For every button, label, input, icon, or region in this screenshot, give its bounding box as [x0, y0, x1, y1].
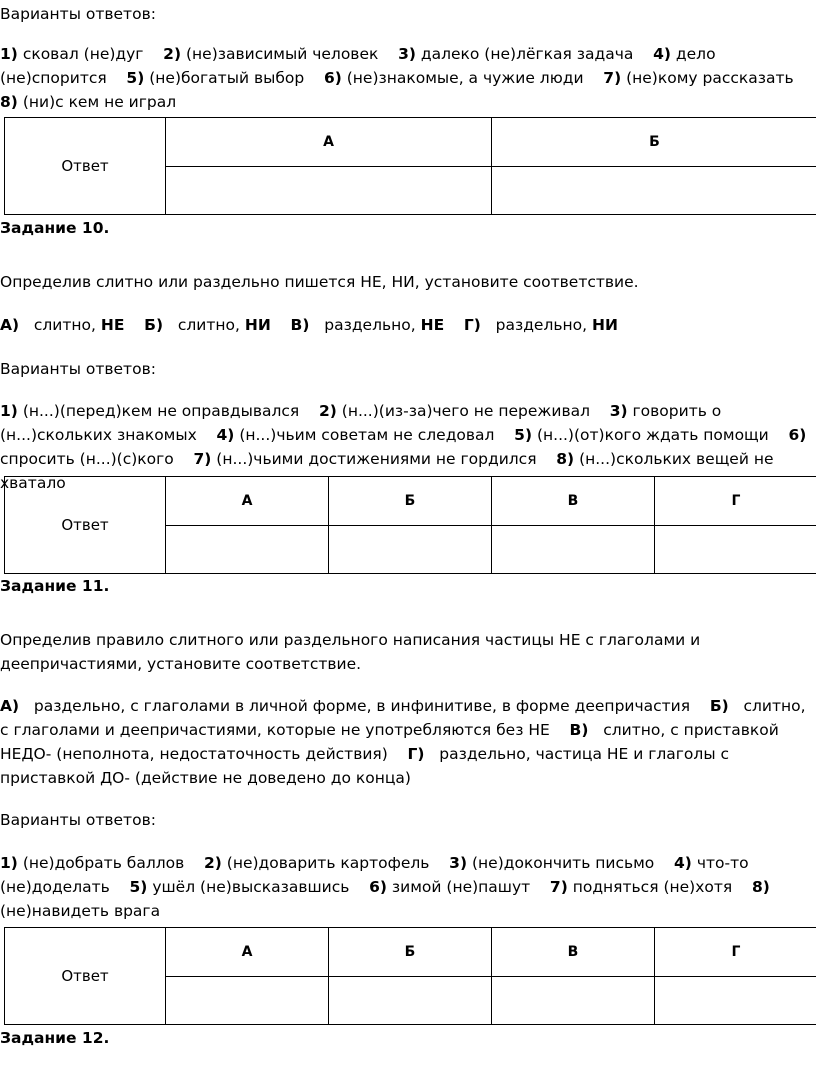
column-header: А: [166, 477, 329, 526]
option: 1) сковал (не)дуг: [0, 45, 144, 63]
rules-list: [0, 694, 816, 790]
option: 7) (не)кому рассказать: [603, 69, 794, 87]
option: 5) ушёл (не)высказавшись: [129, 878, 350, 896]
answer-cell[interactable]: [329, 525, 492, 574]
option: 7) (н...)чьими достижениями не гордился: [193, 450, 537, 468]
option: 4) (н...)чьим советам не следовал: [216, 426, 495, 444]
column-header: В: [492, 928, 655, 977]
task-instruction: Определив правило слитного или раздельного написания частицы НЕ с глаголами и деепричастиями, установите соответствие.: [0, 631, 701, 673]
option: 5) (не)богатый выбор: [126, 69, 305, 87]
option: 4) дело (не)спорится: [0, 45, 716, 87]
column-header: Г: [655, 477, 816, 526]
answer-cell[interactable]: [492, 166, 816, 215]
rule: Г) раздельно, частица НЕ и глаголы с приставкой ДО- (действие не доведено до конца): [0, 745, 730, 787]
rule: А) слитно, НЕ: [0, 316, 125, 334]
rule: Б) слитно, с глаголами и деепричастиями, которые не употребляются без НЕ: [0, 697, 806, 739]
option: 1) (н...)(перед)кем не оправдывался: [0, 402, 300, 420]
option: 2) (не)доварить картофель: [203, 854, 430, 872]
answer-label: Ответ: [5, 928, 166, 1025]
rules-list: [0, 313, 816, 337]
answer-cell[interactable]: [166, 525, 329, 574]
option: 4) что-то (не)доделать: [0, 854, 749, 896]
answer-cell[interactable]: [655, 525, 816, 574]
answer-label: Ответ: [5, 477, 166, 574]
column-header: Б: [329, 928, 492, 977]
column-header: В: [492, 477, 655, 526]
option: 2) (н...)(из-за)чего не переживал: [318, 402, 590, 420]
option: 6) зимой (не)пашут: [369, 878, 531, 896]
answer-cell[interactable]: [655, 976, 816, 1025]
option: 8) (не)навидеть врага: [0, 878, 770, 920]
option: 7) подняться (не)хотя: [549, 878, 733, 896]
column-header: Б: [329, 477, 492, 526]
answer-table: [4, 117, 816, 215]
rule: А) раздельно, с глаголами в личной форме, в инфинитиве, в форме деепричастия: [0, 697, 691, 715]
option: 3) говорить о (н...)скольких знакомых: [0, 402, 722, 444]
column-header: Г: [655, 928, 816, 977]
variants-heading: Варианты ответов:: [0, 811, 156, 829]
option: 8) (ни)с кем не играл: [0, 93, 177, 111]
task-title: Задание 12.: [0, 1029, 110, 1047]
rule: В) раздельно, НЕ: [290, 316, 445, 334]
answer-table: [4, 476, 816, 574]
variants-heading: Варианты ответов:: [0, 5, 156, 23]
rule: Б) слитно, НИ: [144, 316, 271, 334]
variants-heading: Варианты ответов:: [0, 360, 156, 378]
answer-cell[interactable]: [492, 525, 655, 574]
variants-list: [0, 851, 816, 923]
option: 3) далеко (не)лёгкая задача: [398, 45, 634, 63]
variants-list: [0, 42, 816, 114]
answer-table: [4, 927, 816, 1025]
answer-label: Ответ: [5, 118, 166, 215]
option: 6) (не)знакомые, а чужие люди: [323, 69, 584, 87]
answer-cell[interactable]: [166, 166, 492, 215]
column-header: Б: [492, 118, 816, 167]
option: 8) (н...)скольких вещей не хватало: [0, 450, 774, 492]
option: 5) (н...)(от)кого ждать помощи: [514, 426, 769, 444]
task-instruction: Определив слитно или раздельно пишется НЕ, НИ, установите соответствие.: [0, 273, 639, 291]
option: 1) (не)добрать баллов: [0, 854, 185, 872]
rule: В) слитно, с приставкой НЕДО- (неполнота, недостаточность действия): [0, 721, 779, 763]
rule: Г) раздельно, НИ: [463, 316, 618, 334]
task-title: Задание 10.: [0, 219, 110, 237]
answer-cell[interactable]: [166, 976, 329, 1025]
answer-cell[interactable]: [329, 976, 492, 1025]
column-header: А: [166, 928, 329, 977]
answer-cell[interactable]: [492, 976, 655, 1025]
option: 3) (не)докончить письмо: [449, 854, 655, 872]
option: 2) (не)зависимый человек: [163, 45, 379, 63]
column-header: А: [166, 118, 492, 167]
task-title: Задание 11.: [0, 577, 110, 595]
option: 6) спросить (н...)(с)кого: [0, 426, 807, 468]
